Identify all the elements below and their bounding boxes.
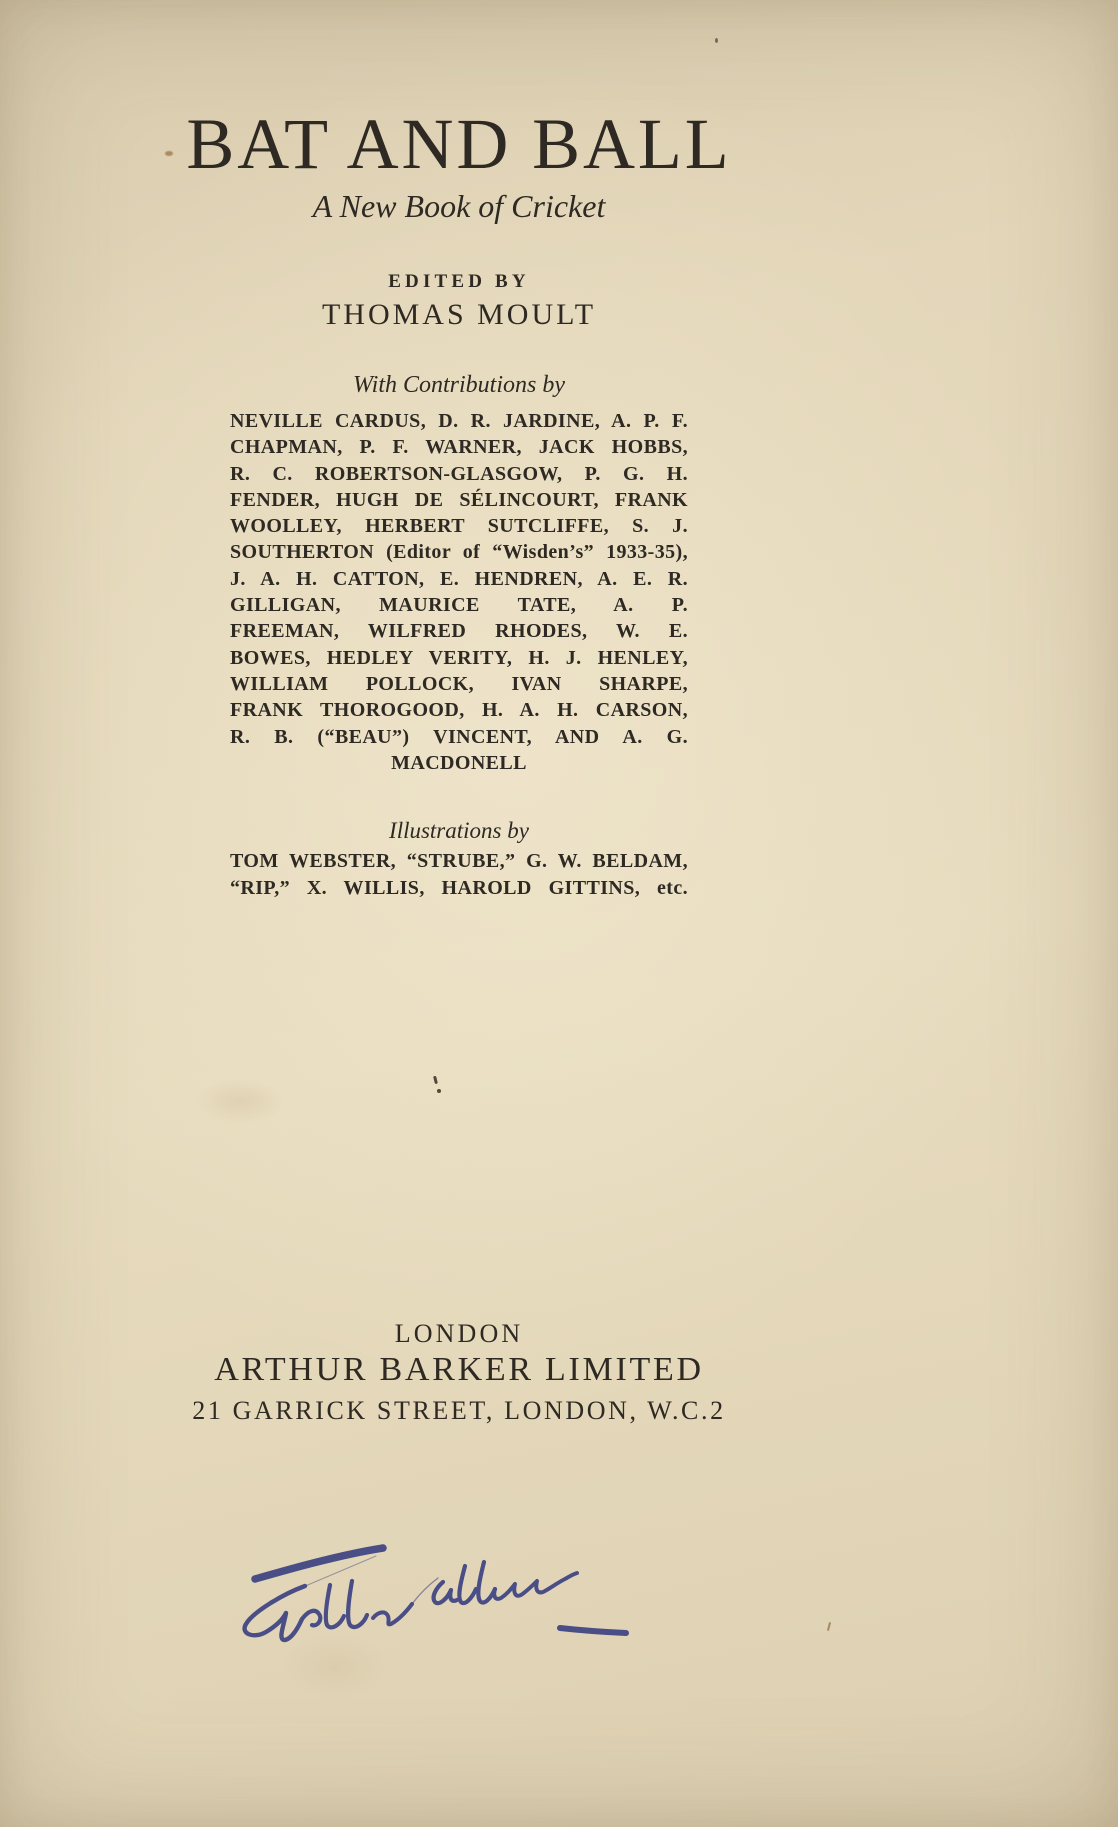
- paper-tick-mark: [827, 1622, 831, 1631]
- contributor-line: FRANK THOROGOOD, H. A. H. CARSON,: [230, 699, 688, 722]
- publisher-name: ARTHUR BARKER LIMITED: [214, 1351, 704, 1388]
- contributor-line: SOUTHERTON (Editor of “Wisden’s” 1933-35),: [230, 541, 688, 564]
- contributor-line: R. C. ROBERTSON-GLASGOW, P. G. H.: [230, 462, 688, 485]
- contributor-line: FREEMAN, WILFRED RHODES, W. E.: [230, 620, 688, 643]
- ink-mark: [437, 1089, 441, 1093]
- contributor-line: J. A. H. CATTON, E. HENDREN, A. E. R.: [230, 567, 688, 590]
- paper-speck: [715, 38, 718, 43]
- publisher-address: 21 GARRICK STREET, LONDON, W.C.2: [192, 1396, 726, 1425]
- book-title: BAT AND BALL: [186, 104, 732, 184]
- illustrators-list: [230, 848, 688, 901]
- paper-stain: [195, 1078, 285, 1124]
- ink-mark: [433, 1076, 437, 1084]
- illustrator-line: “RIP,” X. WILLIS, HAROLD GITTINS, etc.: [230, 876, 688, 899]
- contributor-line-last: MACDONELL: [391, 751, 527, 774]
- edited-by-label: EDITED BY: [388, 271, 530, 292]
- editor-name: THOMAS MOULT: [321, 298, 597, 331]
- contributor-line: WILLIAM POLLOCK, IVAN SHARPE,: [230, 672, 688, 695]
- contributor-line: R. B. (“BEAU”) VINCENT, AND A. G.: [230, 725, 688, 748]
- contributors-list: [230, 408, 688, 776]
- contributor-line: CHAPMAN, P. F. WARNER, JACK HOBBS,: [230, 436, 688, 459]
- book-subtitle: A New Book of Cricket: [312, 188, 606, 224]
- illustrations-label: Illustrations by: [389, 818, 529, 843]
- owner-signature: [178, 1528, 638, 1668]
- contributor-line: NEVILLE CARDUS, D. R. JARDINE, A. P. F.: [230, 410, 688, 432]
- publisher-city: LONDON: [394, 1319, 524, 1348]
- illustrator-line: TOM WEBSTER, “STRUBE,” G. W. BELDAM,: [230, 850, 688, 872]
- contributor-line: WOOLLEY, HERBERT SUTCLIFFE, S. J.: [230, 515, 688, 538]
- contributor-line: GILLIGAN, MAURICE TATE, A. P.: [230, 594, 688, 617]
- contributor-line: BOWES, HEDLEY VERITY, H. J. HENLEY,: [230, 646, 688, 669]
- contributor-line: FENDER, HUGH DE SÉLINCOURT, FRANK: [230, 488, 688, 511]
- contributions-label: With Contributions by: [352, 372, 565, 398]
